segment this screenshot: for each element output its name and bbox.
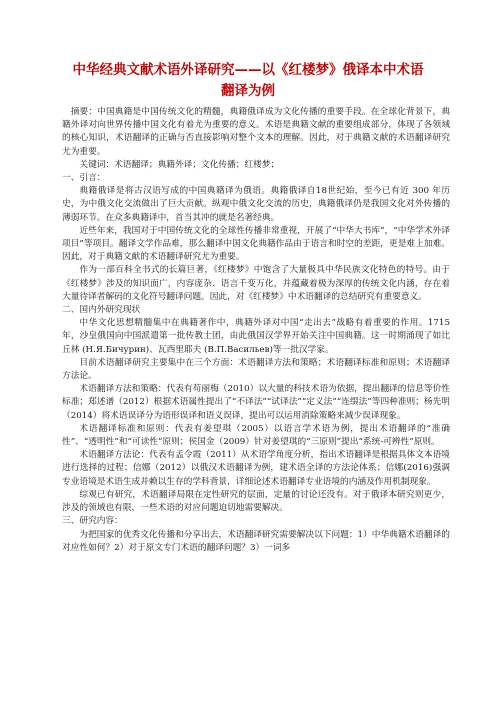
body-paragraph: 一、引言： [62, 173, 106, 184]
body-paragraph: 关键词：术语翻译；典籍外译；文化传播；红楼梦； [79, 159, 280, 170]
body-paragraph: 术语翻译标准和原则：代表有姜望琪（2005）以语言学术语为例，提出术语翻译的“准确性”、“透明性”和“可读性”原则；侯国金（2009）针对姜望琪的“三原则”提出“系统-可辨性”原则。 [62, 423, 450, 448]
body-paragraph: 三、研究内容： [62, 516, 123, 527]
body-paragraph: 作为一部百科全书式的长篇巨著，《红楼梦》中饱含了大量极具中华民族文化特色的特号。由于《红楼梦》涉及的知识面广，内容庞杂、语言千变万化，并蕴藏着极为深厚的传统文化内涵，存在着大量待译者解码的文化符号翻译问题。因此，对《红楼梦》中术语翻译的总结研究有重要意义。 [62, 265, 450, 302]
body-paragraph: 综观已有研究，术语翻译局限在定性研究的层面，定量的讨论还没有。对于俄译本研究则更少，涉及的领域也有限，一些术语的对应问题迫切地需要解决。 [62, 489, 450, 514]
document-title-line-2: 翻译为例 [221, 83, 275, 99]
body-paragraph: 摘要：中国典籍是中国传统文化的精髓，典籍俄译成为文化传播的重要手段。在全球化背景下，典籍外译对向世界传播中国文化有着尤为重要的意义。术语是典籍文献的重要组成部分，体现了各领域的核心知识，术语翻译的正确与否直接影响对整个文本的理解。因此，对于典籍文献的术语翻译研究尤为重要。 [62, 107, 450, 157]
body-paragraph: 近些年来，我国对于中国传统文化的全球性传播非常重视，开展了“中华大书库”，“中华学术外译项目”等项目。翻译文学作品难，那么翻译中国文化典籍作品由于语言和时空的差距，更是难上加难。因此，对于典籍文献的术语翻译研究尤为重要。 [62, 225, 450, 263]
body-paragraph: 术语翻译方法论：代表有孟令霞（2011）从术语学角度分析，指出术语翻译是根据具体文本语境进行选择的过程；信娜（2012）以俄汉术语翻译为例，建术语全译的方法论体系；信娜(2016)强调专业语境是术语生成并赖以生存的学科背景，详细论述术语翻译专业语境的内涵及作用机制现象。 [62, 450, 450, 487]
body-paragraph: 术语翻译方法和策略：代表有苟丽梅（2010）以大量的科技术语为依据，提出翻译的信息等价性标准；郑述谱（2012）根据术语属性提出了“不译法”“试译法”“定义法”“连缀法”等四种准则；杨先明（2014）将术语误译分为语形误译和语义误译，提出可以运用消除策略来减少误译现象。 [62, 384, 450, 421]
document-title-line-1: 中华经典文献术语外译研究——以《红楼梦》俄译本中术语 [72, 62, 424, 78]
document-body [62, 106, 450, 555]
body-paragraph: 二、国内外研究现状 [62, 305, 141, 316]
body-paragraph: 目前术语翻译研究主要集中在三个方面：术语翻译方法和策略；术语翻译标准和原则；术语翻译方法论。 [62, 357, 450, 382]
body-paragraph: 典籍俄译是将古汉语写成的中国典籍译为俄语。典籍俄译自18世纪始，至今已有近 300 年历史，为中俄文化交流做出了巨大贡献。纵观中俄文化交流的历史，典籍俄译仍是我国文化对外传播的薄弱环节。在众多典籍译中，首当其冲的就是名著经典。 [62, 186, 450, 223]
body-paragraph: 为把国家的优秀文化传播和分享出去，术语翻译研究需要解决以下问题：1）中华典籍术语翻译的对应性如何？2）对于原文专门术语的翻译问题？3）一词多 [62, 529, 450, 553]
body-paragraph: 中华文化思想精髓集中在典籍著作中，典籍外译对中国“走出去”战略有着重要的作用。1715 年，沙皇俄国向中国派遣第一批传教士团，由此俄国汉学界开始关注中国典籍。这一时期涌现了如比丘林 (Н.Я.Бичурин)、瓦西里耶夫 (В.П.Васильев)等一批汉学家。 [62, 318, 450, 355]
